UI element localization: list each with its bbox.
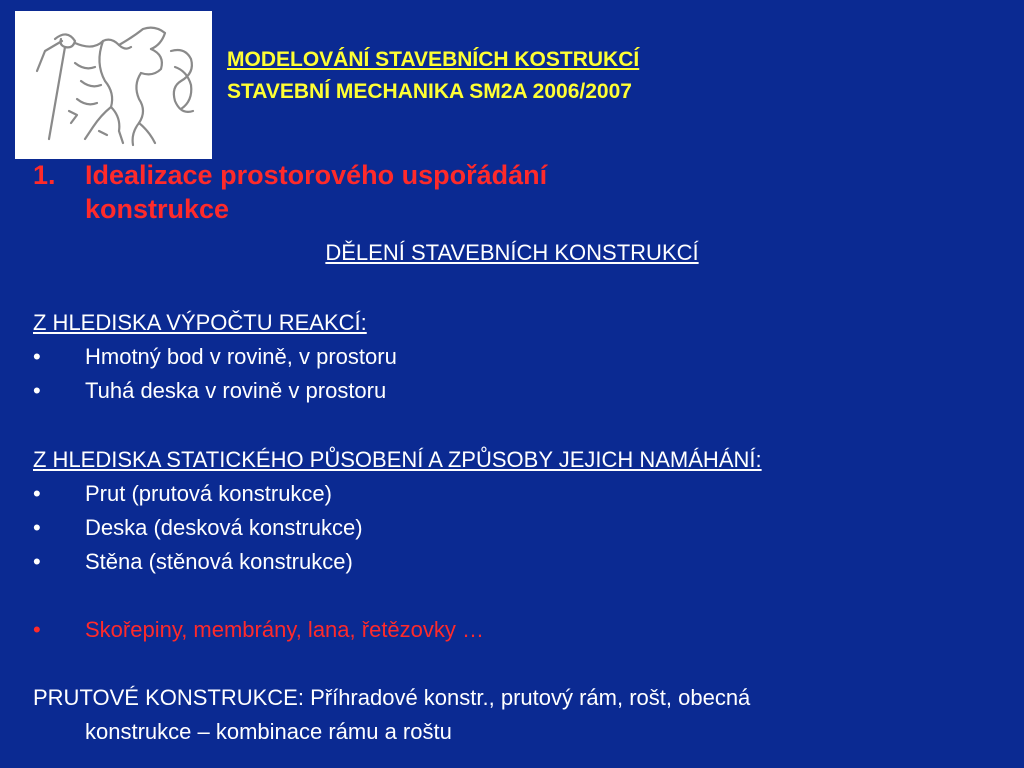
- ctu-lion-logo-icon: [15, 11, 212, 159]
- truss-line-2: konstrukce – kombinace rámu a roštu: [85, 719, 452, 744]
- subtitle-text: DĚLENÍ STAVEBNÍCH KONSTRUKCÍ: [325, 240, 699, 265]
- reactions-heading: Z HLEDISKA VÝPOČTU REAKCÍ:: [33, 310, 367, 335]
- list-item-text: Tuhá deska v rovině v prostoru: [85, 378, 387, 403]
- bullet-icon: •: [33, 378, 41, 403]
- university-logo: [15, 11, 212, 159]
- list-item-text: Prut (prutová konstrukce): [85, 481, 332, 506]
- section-number: 1.: [33, 160, 56, 190]
- header-line-2: STAVEBNÍ MECHANIKA SM2A 2006/2007: [227, 80, 632, 103]
- course-header: [227, 44, 639, 108]
- list-item: [33, 511, 762, 545]
- list-item: [33, 613, 484, 647]
- list-item: [33, 545, 762, 579]
- other-structures: [33, 613, 484, 647]
- static-section: [33, 443, 762, 579]
- slide-subtitle: [0, 238, 1024, 268]
- truss-structures-text: [33, 681, 993, 749]
- section-title-line-1: Idealizace prostorového uspořádání: [85, 160, 548, 190]
- bullet-icon: •: [33, 617, 41, 642]
- list-item: [33, 477, 762, 511]
- bullet-icon: •: [33, 549, 41, 574]
- static-heading: Z HLEDISKA STATICKÉHO PŮSOBENÍ A ZPŮSOBY JEJICH NAMÁHÁNÍ:: [33, 447, 762, 472]
- bullet-icon: •: [33, 481, 41, 506]
- list-item-text: Skořepiny, membrány, lana, řetězovky …: [85, 617, 485, 642]
- list-item-text: Deska (desková konstrukce): [85, 515, 363, 540]
- reactions-section: [33, 306, 397, 408]
- list-item-text: Stěna (stěnová konstrukce): [85, 549, 353, 574]
- bullet-icon: •: [33, 515, 41, 540]
- list-item-text: Hmotný bod v rovině, v prostoru: [85, 344, 397, 369]
- bullet-icon: •: [33, 344, 41, 369]
- truss-line-1: PRUTOVÉ KONSTRUKCE: Příhradové konstr., prutový rám, rošt, obecná: [33, 685, 751, 710]
- section-title: [33, 158, 753, 226]
- section-title-line-2: konstrukce: [85, 194, 230, 224]
- list-item: [33, 374, 397, 408]
- header-line-1: MODELOVÁNÍ STAVEBNÍCH KOSTRUKCÍ: [227, 48, 640, 71]
- list-item: [33, 340, 397, 374]
